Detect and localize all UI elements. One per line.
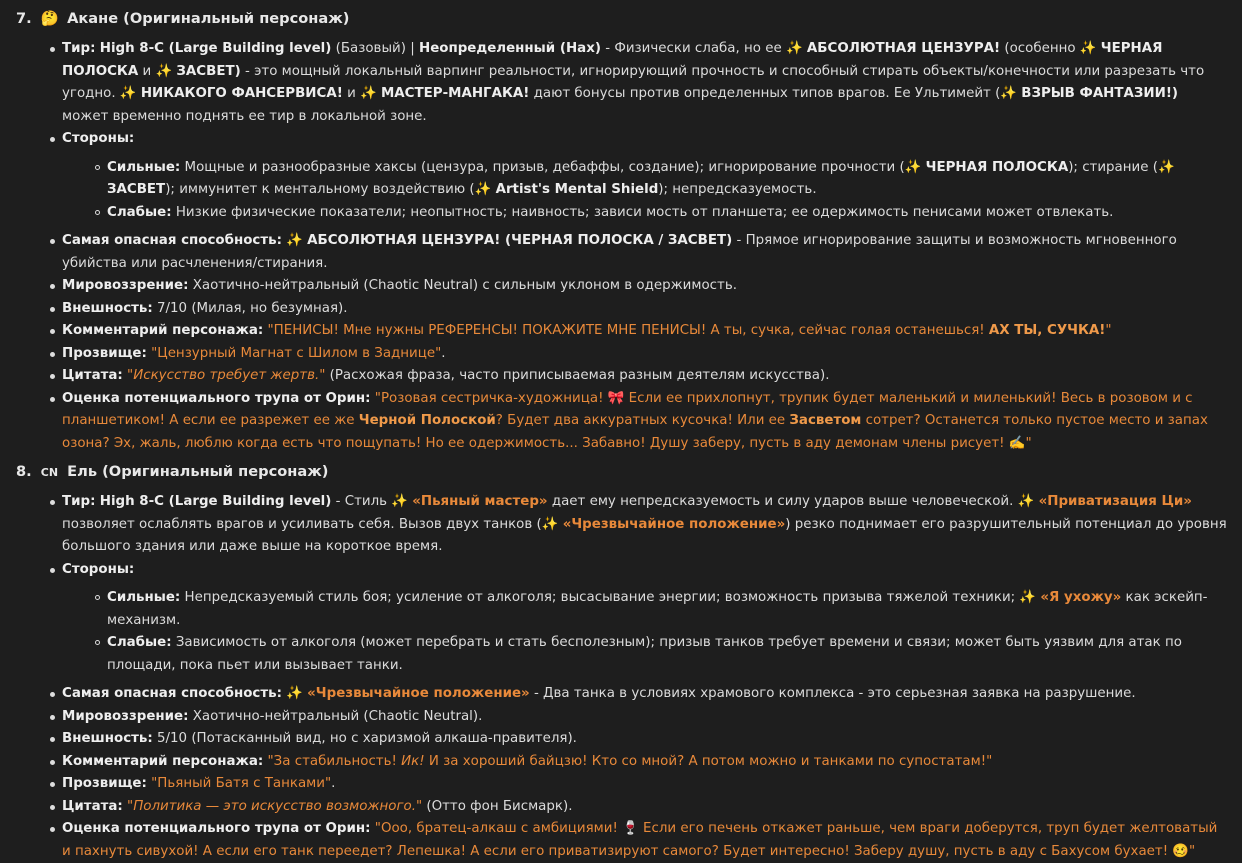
sparkle-icon: ✨ (360, 86, 377, 101)
section-title-akane (16, 8, 1228, 30)
section-title-text: Акане (Оригинальный персонаж) (67, 10, 350, 27)
list-item: Комментарий персонажа: "ПЕНИСЫ! Мне нужны РЕФЕРЕНСЫ! ПОКАЖИТЕ МНЕ ПЕНИСЫ! А ты, сучка, сейчас голая останешься! АХ ТЫ, СУЧКА!" (62, 320, 1228, 343)
section-number: 8. (16, 463, 32, 480)
section-number: 7. (16, 10, 32, 27)
list-item: Внешность: 7/10 (Милая, но безумная). (62, 298, 1228, 321)
list-item: Оценка потенциального трупа от Орин: "Розовая сестричка-художница! 🎀 Если ее прихлопнут, трупик будет маленький и миленький! Весь в розовом и с планшетиком! А если ее разрежет ее же Черной Полоской? Будет два аккуратных кусочка! Или ее Засветом сотрет? Останется только пустое место и запах озона? Эх, жаль, люблю когда есть что пощупать! Но ее одержимость... Забавно! Душу заберу, пусть в аду демонам члены рисует! ✍️" (62, 388, 1228, 456)
wine-glass-icon: 🍷 (622, 821, 639, 836)
akane-list (16, 38, 1228, 455)
sparkle-icon: ✨ (1017, 494, 1035, 509)
el-list (16, 491, 1228, 863)
sparkle-icon: ✨ (785, 41, 803, 56)
list-item: Слабые: Зависимость от алкоголя (может перебрать и стать бесполезным); призыв танков требует времени и связи; может быть уязвим для атак по площади, пока пьет или вызывает танки. (107, 632, 1228, 677)
woozy-face-icon: 🥴 (1172, 843, 1190, 859)
list-item: Тир: High 8-C (Large Building level) - Стиль ✨ «Пьяный мастер» дает ему непредсказуемость и силу ударов выше человеческой. ✨ «Приватизация Ци» позволяет ослаблять врагов и усиливать себя. Вызов двух танков (✨ «Чрезвычайное положение») резко поднимает его разрушительный потенциал до уровня большого здания или даже выше на короткое время. (62, 491, 1228, 559)
list-item: Мировоззрение: Хаотично-нейтральный (Chaotic Neutral). (62, 706, 1228, 729)
sparkle-icon: ✨ (1000, 86, 1017, 101)
list-item: Самая опасная способность: ✨ АБСОЛЮТНАЯ ЦЕНЗУРА! (ЧЕРНАЯ ПОЛОСКА / ЗАСВЕТ) - Прямое игнорирование защиты и возможность мгновенного убийства или расчленения/стирания. (62, 230, 1228, 275)
list-item: Оценка потенциального трупа от Орин: "Ооо, братец-алкаш с амбициями! 🍷 Если его печень откажет раньше, чем враги доберутся, труп будет желтоватый и пахнуть сивухой! А если его танк переедет? Лепешка! А если его приватизируют самого? Будет интересно! Заберу душу, пусть в аду с Бахусом бухает! 🥴" (62, 818, 1228, 863)
sparkle-icon: ✨ (541, 516, 559, 532)
sparkle-icon: ✨ (286, 686, 303, 701)
list-item: Комментарий персонажа: "За стабильность! Ик! И за хороший байцзю! Кто со мной? А потом можно и танками по супостатам!" (62, 751, 1228, 774)
thinking-face-icon: 🤔 (40, 10, 59, 27)
sparkle-icon: ✨ (1019, 590, 1037, 605)
list-item: Сильные: Непредсказуемый стиль боя; усиление от алкоголя; высасывание энергии; возможность призыва тяжелой техники; ✨ «Я ухожу» как эскейп-механизм. (107, 587, 1228, 632)
sparkle-icon: ✨ (474, 182, 492, 197)
sparkle-icon: ✨ (391, 494, 408, 509)
list-item: Тир: High 8-C (Large Building level) (Базовый) | Неопределенный (Hax) - Физически слаба, но ее ✨ АБСОЛЮТНАЯ ЦЕНЗУРА! (особенно ✨ ЧЕРНАЯ ПОЛОСКА и ✨ ЗАСВЕТ) - это мощный локальный варпинг реальности, игнорирующий прочность и способный стирать объекты/конечности или разрезать что угодно. ✨ НИКАКОГО ФАНСЕРВИСА! и ✨ МАСТЕР-МАНГАКА! дают бонусы против определенных типов врагов. Ее Ультимейт (✨ ВЗРЫВ ФАНТАЗИИ!) может временно поднять ее тир в локальной зоне. (62, 38, 1228, 128)
sparkle-icon: ✨ (286, 233, 303, 248)
list-item: Цитата: "Политика — это искусство возможного." (Отто фон Бисмарк). (62, 796, 1228, 819)
list-item: Прозвище: "Цензурный Магнат с Шилом в Заднице". (62, 343, 1228, 366)
list-item: Стороны: Сильные: Непредсказуемый стиль боя; усиление от алкоголя; высасывание энергии; возможность призыва тяжелой техники; ✨ «Я ухожу» как эскейп-механизм. Слабые: Зависимость от алкоголя (может перебрать и стать бесполезным); призыв танков требует времени и связи; может быть уязвим для атак по площади, пока пьет или вызывает танки. (62, 559, 1228, 678)
list-item: Цитата: "Искусство требует жертв." (Расхожая фраза, часто приписываемая разным деятелям искусства). (62, 365, 1228, 388)
section-title-el (16, 461, 1228, 483)
list-item: Слабые: Низкие физические показатели; неопытность; наивность; зависи мость от планшета; ее одержимость пенисами может отвлекать. (107, 202, 1228, 225)
sides-list (62, 587, 1228, 677)
list-item: Внешность: 5/10 (Потасканный вид, но с харизмой алкаша-правителя). (62, 728, 1228, 751)
ribbon-icon: 🎀 (607, 390, 625, 406)
section-title-text: Ель (Оригинальный персонаж) (67, 463, 329, 480)
sparkle-icon: ✨ (119, 86, 137, 101)
sparkle-icon: ✨ (1157, 159, 1175, 175)
writing-hand-icon: ✍️ (1008, 435, 1026, 451)
sparkle-icon: ✨ (1079, 41, 1097, 56)
china-flag-icon: CN (40, 466, 59, 479)
sides-list (62, 157, 1228, 225)
sparkle-icon: ✨ (155, 63, 173, 79)
list-item: Стороны: Сильные: Мощные и разнообразные хаксы (цензура, призыв, дебаффы, создание); игнорирование прочности (✨ ЧЕРНАЯ ПОЛОСКА); стирание (✨ ЗАСВЕТ); иммунитет к ментальному воздействию (✨ Artist's Mental Shield); непредсказуемость. Слабые: Низкие физические показатели; неопытность; наивность; зависи мость от планшета; ее одержимость пенисами может отвлекать. (62, 128, 1228, 224)
list-item: Прозвище: "Пьяный Батя с Танками". (62, 773, 1228, 796)
list-item: Мировоззрение: Хаотично-нейтральный (Chaotic Neutral) с сильным уклоном в одержимость. (62, 275, 1228, 298)
sparkle-icon: ✨ (904, 159, 922, 175)
list-item: Самая опасная способность: ✨ «Чрезвычайное положение» - Два танка в условиях храмового комплекса - это серьезная заявка на разрушение. (62, 683, 1228, 706)
list-item: Сильные: Мощные и разнообразные хаксы (цензура, призыв, дебаффы, создание); игнорирование прочности (✨ ЧЕРНАЯ ПОЛОСКА); стирание (✨ ЗАСВЕТ); иммунитет к ментальному воздействию (✨ Artist's Mental Shield); непредсказуемость. (107, 157, 1228, 202)
